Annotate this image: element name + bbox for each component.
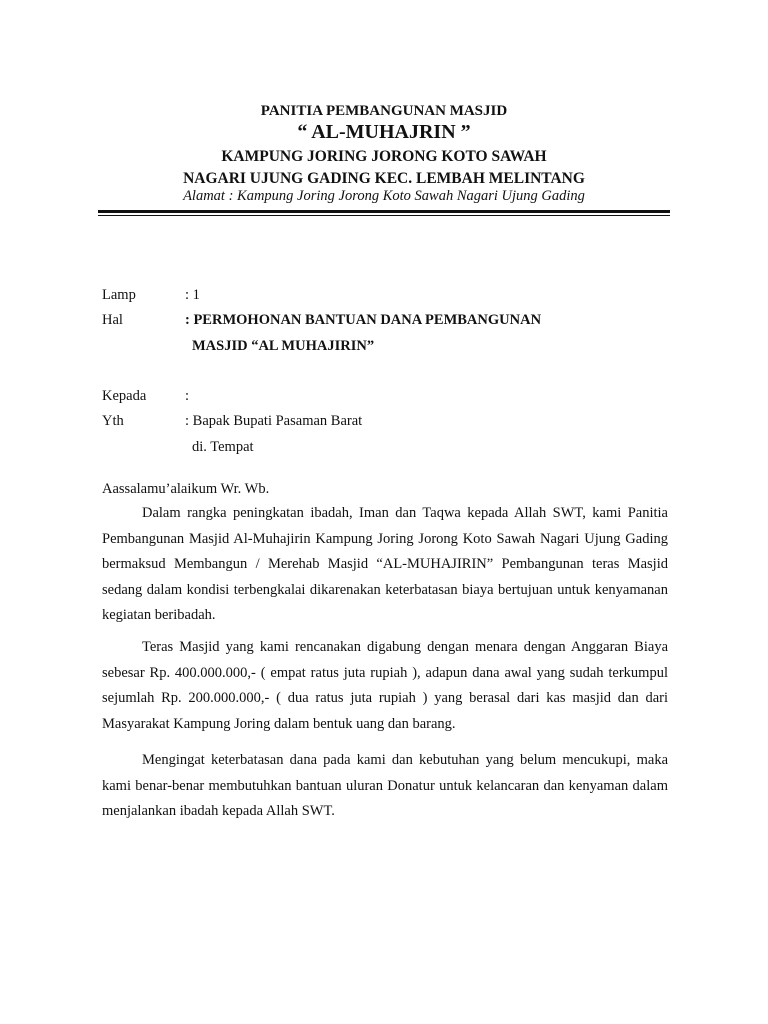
village-name: KAMPUNG JORING JORONG KOTO SAWAH <box>221 148 547 165</box>
subject-value: : PERMOHONAN BANTUAN DANA PEMBANGUNAN <box>185 312 542 328</box>
recipient-label: Kepada <box>102 388 147 404</box>
addressee-value: : Bapak Bupati Pasaman Barat <box>185 413 363 429</box>
body-paragraph: Dalam rangka peningkatan ibadah, Iman dan Taqwa kepada Allah SWT, kami Panitia Pembangunan Masjid Al-Muhajirin Kampung Joring Jorong Koto Sawah Nagari Ujung Gading bermaksud Membangun / Merehab Masjid “AL-MUHAJIRIN” Pembangunan teras Masjid sedang dalam kondisi terbengkalai dikarenakan keterbatasan biaya bertujuan untuk kenyamanan kegiatan beribadah. <box>102 505 668 623</box>
subject-label: Hal <box>102 312 123 328</box>
letterhead-divider-thick <box>98 210 670 213</box>
subject-value-continued: MASJID “AL MUHAJIRIN” <box>192 338 375 354</box>
recipient-value: : <box>185 388 190 404</box>
body-paragraph: Mengingat keterbatasan dana pada kami dan kebutuhan yang belum mencukupi, maka kami benar-benar membutuhkan bantuan uluran Donatur untuk kelancaran dan kenyaman dalam menjalankan ibadah kepada Allah SWT. <box>102 752 668 819</box>
organization-name: PANITIA PEMBANGUNAN MASJID <box>260 103 508 119</box>
body-paragraph: Teras Masjid yang kami rencanakan digabung dengan menara dengan Anggaran Biaya sebesar Rp. 400.000.000,- ( empat ratus juta rupiah ), adapun dana awal yang sudah terkumpul sejumlah Rp. 200.000.000,- ( dua ratus juta rupiah ) yang berasal dari kas masjid dan dari Masyarakat Kampung Joring dalam bentuk uang dan barang. <box>102 639 668 732</box>
letterhead <box>98 104 670 204</box>
district-name: NAGARI UJUNG GADING KEC. LEMBAH MELINTANG <box>183 169 585 187</box>
lamp-value: : 1 <box>185 287 200 303</box>
addressee-place: di. Tempat <box>192 439 254 455</box>
lamp-label: Lamp <box>102 287 136 303</box>
addressee-label: Yth <box>102 413 124 429</box>
mosque-name: “ AL-MUHAJRIN ” <box>297 121 471 143</box>
letterhead-address: Alamat : Kampung Joring Jorong Koto Sawah Nagari Ujung Gading <box>183 188 585 204</box>
greeting: Aassalamu’alaikum Wr. Wb. <box>102 481 270 497</box>
letterhead-divider-thin <box>98 215 670 216</box>
